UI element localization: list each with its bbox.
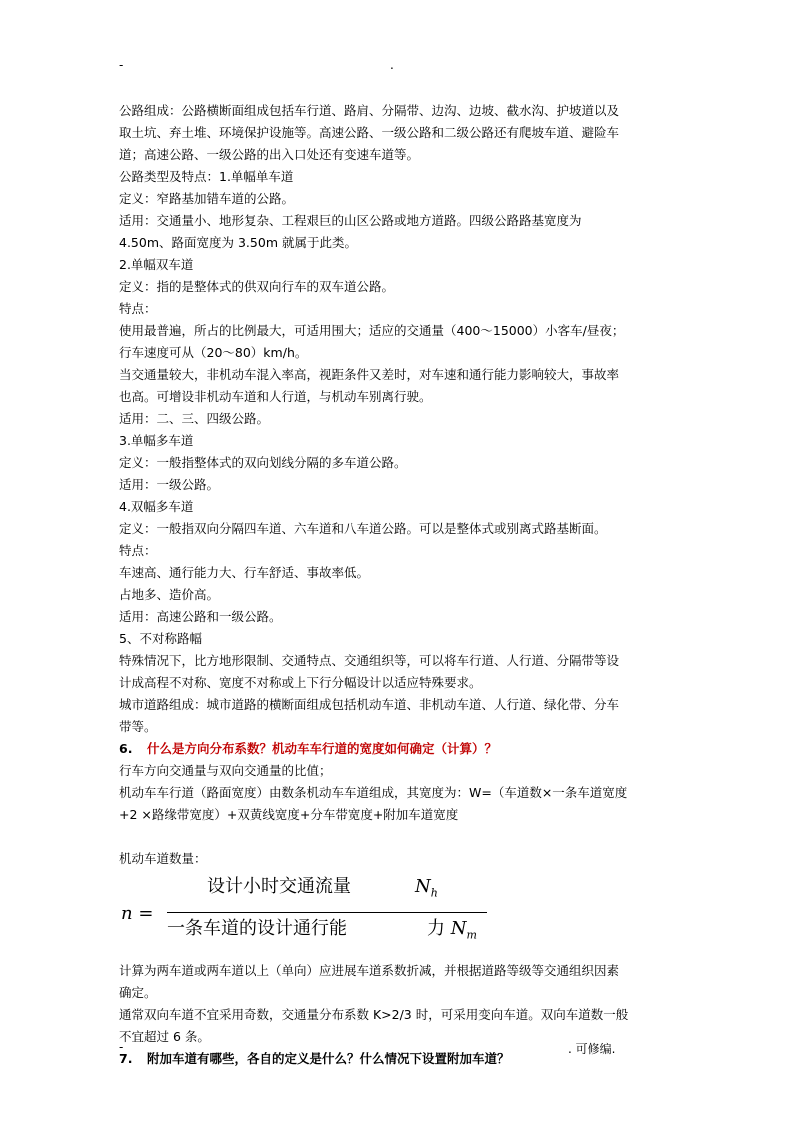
formula-lhs: n = bbox=[121, 903, 154, 924]
lane-count-formula bbox=[119, 876, 679, 954]
question-number: 6. bbox=[119, 741, 133, 756]
question-6 bbox=[119, 738, 679, 760]
text-line: 也高。可增设非机动车道和人行道，与机动车别离行驶。 bbox=[119, 389, 432, 404]
formula-denominator: 一条车道的设计通行能 bbox=[167, 918, 347, 939]
formula-denominator-var: 力 $N_m$ bbox=[427, 918, 477, 942]
question-text: 什么是方向分布系数？机动车车行道的宽度如何确定（计算）？ bbox=[147, 741, 498, 756]
text-line: 带等。 bbox=[119, 719, 157, 734]
text-line: 城市道路组成：城市道路的横断面组成包括机动车道、非机动车道、人行道、绿化带、分车 bbox=[119, 697, 620, 712]
text-line: 公路组成：公路横断面组成包括车行道、路肩、分隔带、边沟、边坡、截水沟、护坡道以及 bbox=[119, 103, 620, 118]
text-line: 适用：交通量小、地形复杂、工程艰巨的山区公路或地方道路。四级公路路基宽度为 bbox=[119, 213, 582, 228]
text-line: 适用：二、三、四级公路。 bbox=[119, 411, 270, 426]
text-line: +2 ×路缘带宽度）+双黄线宽度+分车带宽度+附加车道宽度 bbox=[119, 807, 459, 822]
text-line: 占地多、造价高。 bbox=[119, 587, 220, 602]
text-line: 计成高程不对称、宽度不对称或上下行分幅设计以适应特殊要求。 bbox=[119, 675, 482, 690]
text-line: 特点： bbox=[119, 301, 157, 316]
text-line: 公路类型及特点：1.单幅单车道 bbox=[119, 169, 294, 184]
intro-section bbox=[119, 100, 679, 738]
text-line: 定义：一般指双向分隔四车道、六车道和八车道公路。可以是整体式或别离式路基断面。 bbox=[119, 521, 607, 536]
text-line: 取土坑、弃土堆、环境保护设施等。高速公路、一级公路和二级公路还有爬坡车道、避险车 bbox=[119, 125, 620, 140]
text-line: 3.单幅多车道 bbox=[119, 433, 194, 448]
text-line: 5、不对称路幅 bbox=[119, 631, 202, 646]
lanes-label: 机动车道数量： bbox=[119, 851, 207, 866]
text-line: 4.双幅多车道 bbox=[119, 499, 194, 514]
text-line: 车速高、通行能力大、行车舒适、事故率低。 bbox=[119, 565, 370, 580]
text-line: 4.50m、路面宽度为 3.50m 就属于此类。 bbox=[119, 235, 357, 250]
footer-right-note: . 可修编. bbox=[568, 1042, 616, 1056]
text-line: 不宜超过 6 条。 bbox=[119, 1029, 210, 1044]
text-line: 适用：一级公路。 bbox=[119, 477, 220, 492]
header-right-mark: . bbox=[390, 58, 394, 72]
answer-6-continued bbox=[119, 960, 679, 1048]
text-line: 2.单幅双车道 bbox=[119, 257, 194, 272]
question-number: 7. bbox=[119, 1051, 133, 1066]
text-line: 当交通量较大，非机动车混入率高，视距条件又差时，对车速和通行能力影响较大，事故率 bbox=[119, 367, 620, 382]
text-line: 使用最普遍，所占的比例最大，可适用围大；适应的交通量（400～15000）小客车/昼夜； bbox=[119, 323, 625, 338]
fraction-bar bbox=[167, 912, 487, 913]
footer-left-mark: - bbox=[119, 1040, 124, 1054]
text-line: 道；高速公路、一级公路的出入口处还有变速车道等。 bbox=[119, 147, 420, 162]
formula-numerator-var: $N_h$ bbox=[415, 876, 438, 900]
text-line: 适用：高速公路和一级公路。 bbox=[119, 609, 282, 624]
question-text: 附加车道有哪些，各自的定义是什么？什么情况下设置附加车道？ bbox=[147, 1051, 510, 1066]
text-line: 行车速度可从（20～80）km/h。 bbox=[119, 345, 308, 360]
text-line: 计算为两车道或两车道以上（单向）应进展车道系数折减，并根据道路等级等交通组织因素 bbox=[119, 963, 620, 978]
document-body bbox=[119, 100, 679, 1070]
text-line: 定义：窄路基加错车道的公路。 bbox=[119, 191, 295, 206]
text-line: 通常双向车道不宜采用奇数，交通量分布系数 K>2/3 时，可采用变向车道。双向车道数一般 bbox=[119, 1007, 629, 1022]
formula-numerator: 设计小时交通流量 bbox=[207, 876, 351, 897]
text-line: 定义：指的是整体式的供双向行车的双车道公路。 bbox=[119, 279, 395, 294]
text-line: 机动车车行道（路面宽度）由数条机动车车道组成，其宽度为：W=（车道数×一条车道宽度 bbox=[119, 785, 628, 800]
header-left-mark: - bbox=[119, 58, 124, 72]
text-line: 特点： bbox=[119, 543, 157, 558]
text-line: 定义：一般指整体式的双向划线分隔的多车道公路。 bbox=[119, 455, 407, 470]
text-line: 特殊情况下，比方地形限制、交通特点、交通组织等，可以将车行道、人行道、分隔带等设 bbox=[119, 653, 620, 668]
text-line: 确定。 bbox=[119, 985, 157, 1000]
blank-line bbox=[119, 826, 679, 848]
text-line: 行车方向交通量与双向交通量的比值； bbox=[119, 763, 332, 778]
answer-6-section bbox=[119, 760, 679, 826]
